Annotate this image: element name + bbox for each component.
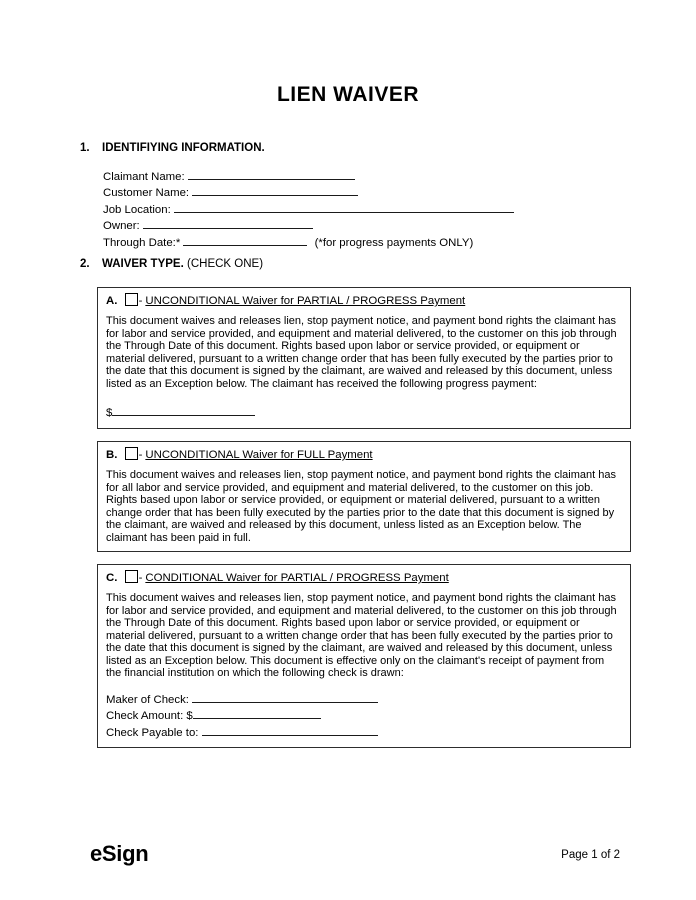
waiver-option-b-header [106,447,621,461]
waiver-option-a-box [97,287,631,429]
check-amount-dollar-sign: $ [186,710,193,723]
option-b-checkbox[interactable] [125,447,138,460]
option-a-dash: - [138,295,143,307]
option-b-title: UNCONDITIONAL Waiver for FULL Payment [145,449,373,461]
option-c-check-fields [106,691,621,741]
field-row-job-location [103,201,514,217]
field-row-owner [103,217,514,233]
document-title: LIEN WAIVER [276,83,419,106]
option-c-body-text: This document waives and releases lien, stop payment notice, and payment bond rights the claimant has for labor and service provided, and equipment and material delivered, to the customer on this job through the Through Date of this document. Rights based upon labor or service provided, or equipment or material delivered, pursuant to a written change order that has been fully executed by the parties prior to the date that this document is signed by the claimant, are waived and released by this document, unless listed as an Exception below. This document is effective only on the claimant's receipt of payment from the financial institution on which the following check is drawn: [106,592,617,679]
through-date-label: Through Date:* [103,236,181,249]
waiver-option-b-box [97,441,631,552]
option-c-letter: C. [106,572,118,584]
maker-of-check-label: Maker of Check: [106,693,189,706]
option-a-letter: A. [106,295,118,307]
option-a-dollar-sign: $ [106,407,113,419]
waiver-option-c-header [106,570,621,584]
section-1-title: IDENTIFIYING INFORMATION. [102,142,265,154]
field-row-customer-name [103,184,514,200]
section-2-title: WAIVER TYPE. [102,258,184,270]
option-b-dash: - [138,449,143,461]
option-a-amount-row [106,404,621,419]
job-location-input-line[interactable] [174,201,514,213]
owner-label: Owner: [103,220,140,233]
option-c-dash: - [138,572,143,584]
section-2-heading [80,258,263,270]
esign-logo: eSign [90,841,149,866]
through-date-note: (*for progress payments ONLY) [314,236,474,249]
page-number-indicator: Page 1 of 2 [561,849,620,861]
field-row-check-amount [106,707,621,724]
option-b-body-text: This document waives and releases lien, stop payment notice, and payment bond rights the claimant has for all labor and service provided, and equipment and material delivered, to the customer on this job. Rights based upon labor or service provided, or equipment or material delivered, pursuant to a written change order that has been fully executed by the parties prior to the date that this document is signed by the claimant, are waived and released by this document, unless listed as an Exception below. The claimant has been paid in full. [106,469,616,544]
option-c-checkbox[interactable] [125,570,138,583]
customer-name-label: Customer Name: [103,187,190,200]
section-1-number: 1. [80,142,90,154]
identifying-information-fields [103,168,514,250]
field-row-maker-of-check [106,691,621,708]
option-a-amount-input-line[interactable] [112,404,255,416]
option-c-title: CONDITIONAL Waiver for PARTIAL / PROGRESS Payment [145,572,449,584]
waiver-option-c-box [97,564,631,748]
option-a-checkbox[interactable] [125,293,138,306]
option-a-title: UNCONDITIONAL Waiver for PARTIAL / PROGRESS Payment [145,295,466,307]
option-b-letter: B. [106,449,118,461]
waiver-type-options [97,287,631,760]
check-amount-label: Check Amount: [106,710,184,723]
check-payable-to-input-line[interactable] [202,724,378,736]
section-2-number: 2. [80,258,90,270]
field-row-claimant-name [103,168,514,184]
owner-input-line[interactable] [143,217,313,229]
maker-of-check-input-line[interactable] [192,691,378,703]
field-row-through-date [103,234,514,250]
check-payable-to-label: Check Payable to: [106,726,199,739]
section-1-heading [80,142,265,154]
claimant-name-input-line[interactable] [188,168,355,180]
claimant-name-label: Claimant Name: [103,171,185,183]
field-row-check-payable-to [106,724,621,741]
section-2-note: (CHECK ONE) [187,258,264,270]
option-a-body-text: This document waives and releases lien, stop payment notice, and payment bond rights the claimant has for labor and service provided, and equipment and material delivered, to the customer on this job through the Through Date of this document. Rights based upon labor or service provided, or equipment or material delivered, pursuant to a written change order that has been fully executed by the parties prior to the date that this document is signed by the claimant, are waived and released by this document, unless listed as an Exception below. The claimant has received the following progress payment: [106,315,617,390]
check-amount-input-line[interactable] [193,707,321,719]
customer-name-input-line[interactable] [192,184,358,196]
through-date-input-line[interactable] [183,234,307,246]
job-location-label: Job Location: [103,203,171,216]
waiver-option-a-header [106,293,621,307]
